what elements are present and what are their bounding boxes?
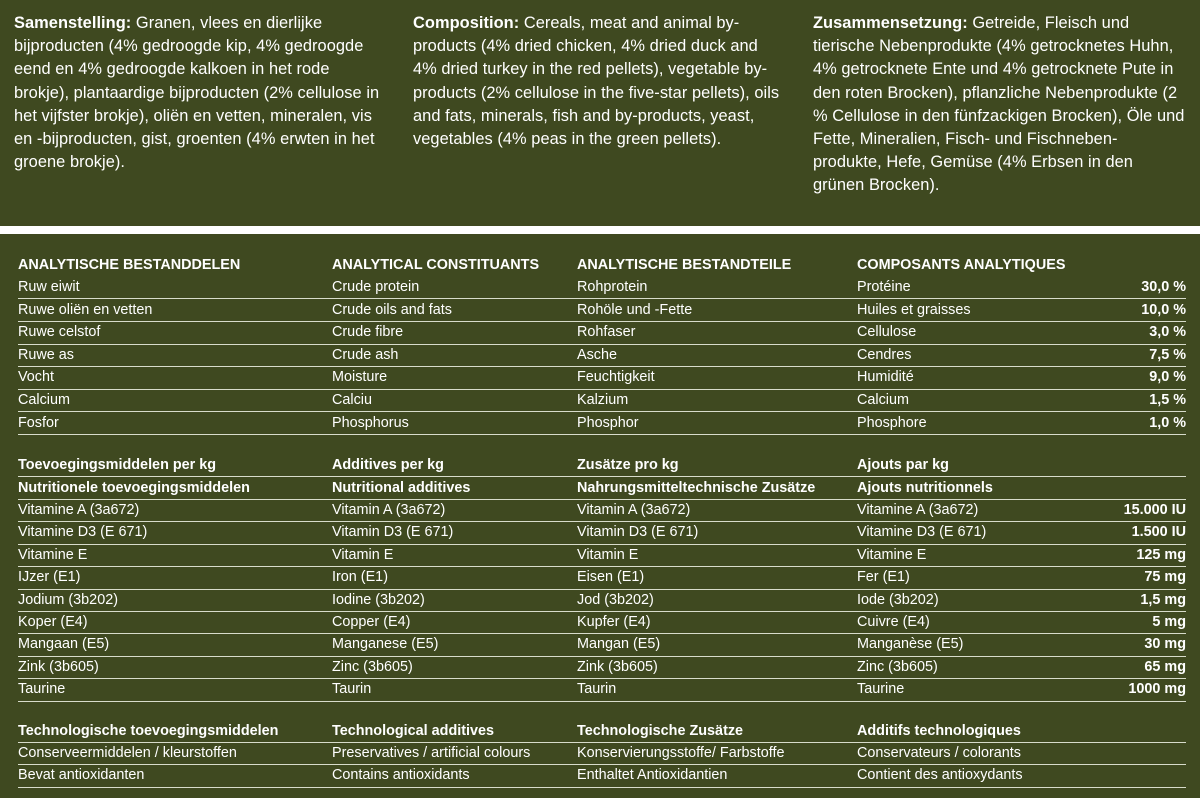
table-cell-en: Iron (E1) bbox=[332, 569, 388, 586]
table-subheader: Nutritionele toevoegingsmiddelen bbox=[18, 480, 250, 496]
table-cell-nl: Calcium bbox=[18, 392, 70, 408]
table-row bbox=[18, 742, 1186, 765]
table-cell-fr: Conservateurs / colorants bbox=[857, 745, 1021, 761]
table-cell-en: Crude ash bbox=[332, 346, 399, 363]
table-cell-en: Vitamin E bbox=[332, 546, 394, 563]
composition-dutch bbox=[14, 12, 386, 174]
table-cell-en: Moisture bbox=[332, 369, 388, 386]
table-row bbox=[18, 521, 1186, 544]
table-header: Ajouts par kg bbox=[857, 457, 949, 473]
table-cell-en: Calciu bbox=[332, 392, 372, 408]
composition-label: Composition: bbox=[413, 14, 520, 32]
table-cell-en: Crude protein bbox=[332, 279, 420, 295]
table-cell-de: Enthaltet Antioxidantien bbox=[577, 767, 728, 784]
table-cell-fr: Protéine bbox=[857, 279, 911, 295]
table-cell-nl: Vitamine D3 (E 671) bbox=[18, 524, 148, 541]
table-header: ANALYTICAL CONSTITUANTS bbox=[332, 257, 540, 273]
table-cell-de: Vitamin D3 (E 671) bbox=[577, 524, 699, 541]
table-cell-value: 3,0 % bbox=[1149, 324, 1186, 341]
table-cell-de: Zink (3b605) bbox=[577, 658, 658, 675]
table-cell-nl: Fosfor bbox=[18, 414, 59, 431]
table-header: Technological additives bbox=[332, 723, 495, 739]
table-cell-value: 65 mg bbox=[1144, 658, 1186, 675]
table-row bbox=[18, 344, 1186, 367]
table-cell-de: Kalzium bbox=[577, 392, 629, 408]
composition-label: Zusammensetzung: bbox=[813, 14, 968, 32]
table-cell-de: Kupfer (E4) bbox=[577, 614, 651, 630]
table-cell-nl: IJzer (E1) bbox=[18, 569, 81, 586]
table-cell-fr: Iode (3b202) bbox=[857, 591, 939, 608]
table-header: Zusätze pro kg bbox=[577, 457, 679, 473]
table-cell-value: 10,0 % bbox=[1141, 301, 1186, 318]
analytical-header-row bbox=[18, 254, 1186, 276]
table-row bbox=[18, 611, 1186, 634]
table-cell-nl: Vitamine A (3a672) bbox=[18, 502, 140, 518]
table-row bbox=[18, 589, 1186, 612]
table-cell-value: 75 mg bbox=[1144, 569, 1186, 586]
table-cell-fr: Calcium bbox=[857, 392, 909, 408]
table-cell-en: Crude fibre bbox=[332, 324, 404, 341]
composition-english bbox=[413, 12, 781, 151]
table-cell-de: Jod (3b202) bbox=[577, 591, 654, 608]
table-cell-en: Crude oils and fats bbox=[332, 301, 452, 318]
table-cell-de: Mangan (E5) bbox=[577, 636, 661, 653]
table-cell-fr: Vitamine D3 (E 671) bbox=[857, 524, 987, 541]
table-cell-fr: Cuivre (E4) bbox=[857, 614, 930, 630]
table-cell-fr: Manganèse (E5) bbox=[857, 636, 964, 653]
table-row bbox=[18, 566, 1186, 589]
table-row bbox=[18, 499, 1186, 522]
nutrition-table-panel bbox=[0, 234, 1200, 798]
table-row bbox=[18, 656, 1186, 679]
table-cell-value: 1,5 % bbox=[1149, 392, 1186, 408]
table-cell-de: Vitamin A (3a672) bbox=[577, 502, 691, 518]
additives-subheader-row bbox=[18, 477, 1186, 500]
table-cell-value: 9,0 % bbox=[1149, 369, 1186, 386]
composition-german bbox=[813, 12, 1185, 198]
table-row bbox=[18, 412, 1186, 435]
table-cell-fr: Taurine bbox=[857, 681, 905, 698]
table-row bbox=[18, 276, 1186, 299]
table-cell-nl: Bevat antioxidanten bbox=[18, 767, 145, 784]
table-cell-nl: Koper (E4) bbox=[18, 614, 88, 630]
table-subheader: Ajouts nutritionnels bbox=[857, 480, 993, 496]
table-cell-nl: Conserveermiddelen / kleurstoffen bbox=[18, 745, 237, 761]
additives-header-row bbox=[18, 454, 1186, 477]
table-cell-fr: Vitamine E bbox=[857, 546, 927, 563]
table-header: ANALYTISCHE BESTANDTEILE bbox=[577, 257, 792, 273]
table-cell-nl: Ruw eiwit bbox=[18, 279, 80, 295]
table-cell-de: Feuchtigkeit bbox=[577, 369, 655, 386]
table-cell-fr: Huiles et graisses bbox=[857, 301, 971, 318]
table-cell-nl: Zink (3b605) bbox=[18, 658, 99, 675]
table-cell-en: Vitamin D3 (E 671) bbox=[332, 524, 454, 541]
table-header: Technologische toevoegingsmiddelen bbox=[18, 723, 279, 739]
table-cell-value: 125 mg bbox=[1136, 546, 1186, 563]
table-cell-fr: Zinc (3b605) bbox=[857, 658, 938, 675]
table-cell-nl: Ruwe oliën en vetten bbox=[18, 301, 153, 318]
table-cell-value: 30,0 % bbox=[1141, 279, 1186, 295]
table-cell-en: Preservatives / artificial colours bbox=[332, 745, 531, 761]
table-cell-fr: Fer (E1) bbox=[857, 569, 910, 586]
table-cell-value: 7,5 % bbox=[1149, 346, 1186, 363]
table-cell-en: Vitamin A (3a672) bbox=[332, 502, 446, 518]
table-cell-fr: Vitamine A (3a672) bbox=[857, 502, 979, 518]
table-row bbox=[18, 764, 1186, 787]
table-row bbox=[18, 321, 1186, 344]
table-cell-de: Eisen (E1) bbox=[577, 569, 645, 586]
table-cell-value: 1,5 mg bbox=[1140, 591, 1186, 608]
table-row bbox=[18, 389, 1186, 412]
table-cell-de: Vitamin E bbox=[577, 546, 639, 563]
table-cell-en: Copper (E4) bbox=[332, 614, 411, 630]
table-row bbox=[18, 678, 1186, 701]
table-cell-fr: Contient des antioxydants bbox=[857, 767, 1023, 784]
table-cell-nl: Vitamine E bbox=[18, 546, 88, 563]
table-header: Additives per kg bbox=[332, 457, 444, 473]
table-cell-value: 1.500 IU bbox=[1131, 524, 1186, 541]
table-cell-nl: Vocht bbox=[18, 369, 55, 386]
table-row bbox=[18, 299, 1186, 322]
table-cell-nl: Taurine bbox=[18, 681, 66, 698]
table-subheader: Nutritional additives bbox=[332, 480, 471, 496]
table-subheader: Nahrungsmitteltechnische Zusätze bbox=[577, 480, 816, 496]
composition-text: Granen, vlees en dierlijke bijproducten (4% gedroogde kip, 4% gedroogde eend en 4% gedroogde kalkoen in het rode brokje), plantaardige bijproducten (2% cellulose in het vijfster brokje), oliën en vetten, mineralen, vis en -bijproducten, gist, groenten (4% erwten in het groene brokje). bbox=[14, 14, 380, 172]
table-row bbox=[18, 544, 1186, 567]
table-header: Technologische Zusätze bbox=[577, 723, 744, 739]
table-cell-de: Asche bbox=[577, 346, 617, 363]
table-header: Additifs technologiques bbox=[857, 723, 1021, 739]
technological-header-row bbox=[18, 720, 1186, 743]
table-cell-value: 15.000 IU bbox=[1123, 502, 1186, 518]
table-cell-en: Phosphorus bbox=[332, 414, 409, 431]
table-cell-value: 5 mg bbox=[1152, 614, 1186, 630]
table-cell-fr: Cellulose bbox=[857, 324, 917, 341]
table-cell-en: Taurin bbox=[332, 681, 372, 698]
table-cell-en: Contains antioxidants bbox=[332, 767, 470, 784]
table-cell-de: Rohfaser bbox=[577, 324, 636, 341]
table-cell-nl: Ruwe celstof bbox=[18, 324, 101, 341]
table-cell-de: Rohöle und -Fette bbox=[577, 301, 693, 318]
table-cell-value: 30 mg bbox=[1144, 636, 1186, 653]
table-row bbox=[18, 366, 1186, 389]
composition-text: Getreide, Fleisch und tierische Nebenprodukte (4% getrocknetes Huhn, 4% getrocknete Ente und 4% getrocknete Pute in den roten Brocken), pflanzliche Nebenprodukte (2 % Cellulose in den fünfzackigen Brocken), Öle und Fette, Mineralien, Fisch- und Fischneben-produkte, Hefe, Gemüse (4% Erbsen in den grünen Brocken). bbox=[813, 14, 1185, 195]
table-header: Toevoegingsmiddelen per kg bbox=[18, 457, 217, 473]
composition-panel bbox=[0, 0, 1200, 226]
composition-text: Cereals, meat and animal by-products (4% dried chicken, 4% dried duck and 4% dried turkey in the red pellets), vegetable by-products (2% cellulose in the five-star pellets), oils and fats, minerals, fish and by-products, yeast, vegetables (4% peas in the green pellets). bbox=[413, 14, 780, 149]
table-cell-fr: Humidité bbox=[857, 369, 914, 386]
table-cell-value: 1000 mg bbox=[1128, 681, 1186, 698]
table-cell-en: Zinc (3b605) bbox=[332, 658, 413, 675]
table-cell-en: Iodine (3b202) bbox=[332, 591, 425, 608]
table-cell-de: Taurin bbox=[577, 681, 617, 698]
table-row bbox=[18, 633, 1186, 656]
table-cell-fr: Cendres bbox=[857, 346, 912, 363]
table-cell-en: Manganese (E5) bbox=[332, 636, 439, 653]
table-cell-nl: Mangaan (E5) bbox=[18, 636, 110, 653]
table-header: COMPOSANTS ANALYTIQUES bbox=[857, 257, 1066, 273]
table-cell-de: Rohprotein bbox=[577, 279, 648, 295]
composition-label: Samenstelling: bbox=[14, 14, 132, 32]
table-cell-nl: Jodium (3b202) bbox=[18, 591, 118, 608]
table-cell-de: Konservierungsstoffe/ Farbstoffe bbox=[577, 745, 785, 761]
table-cell-de: Phosphor bbox=[577, 414, 639, 431]
table-cell-value: 1,0 % bbox=[1149, 414, 1186, 431]
table-cell-nl: Ruwe as bbox=[18, 346, 74, 363]
table-cell-fr: Phosphore bbox=[857, 414, 927, 431]
table-header: ANALYTISCHE BESTANDDELEN bbox=[18, 257, 241, 273]
